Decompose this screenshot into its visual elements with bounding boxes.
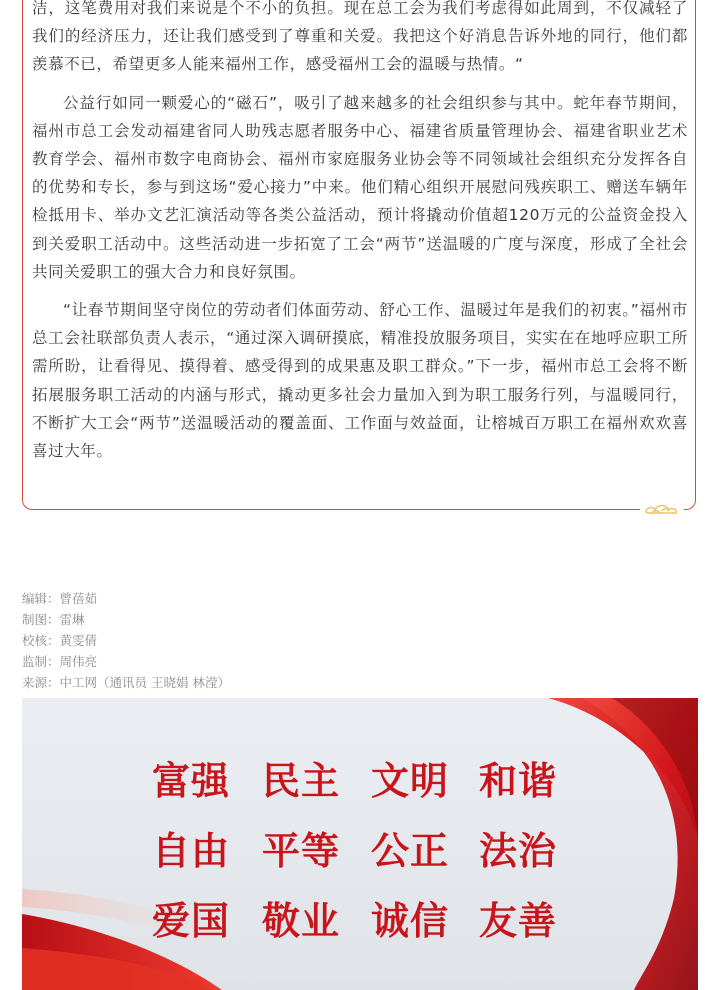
credit-source: 来源：中工网（通讯员 王晓娟 林滢） xyxy=(22,675,230,690)
credit-graphics: 制图：雷琳 xyxy=(22,612,85,627)
core-values-banner xyxy=(22,698,698,990)
value-youshan: 友善 xyxy=(479,898,558,943)
value-hexie: 和谐 xyxy=(479,758,558,803)
value-fazhi: 法治 xyxy=(479,828,558,873)
value-ziyou: 自由 xyxy=(152,828,231,873)
credit-proofreader: 校核：黄雯倩 xyxy=(22,633,98,648)
value-chengxin: 诚信 xyxy=(371,898,450,943)
value-fuqiang: 富强 xyxy=(152,758,231,803)
value-aiguo: 爱国 xyxy=(152,898,231,943)
value-pingdeng: 平等 xyxy=(262,828,341,873)
article-paragraph-1: 洁，这笔费用对我们来说是个不小的负担。现在总工会为我们考虑得如此周到，不仅减轻了我们的经济压力，还让我们感受到了尊重和关爱。我把这个好消息告诉外地的同行，他们都羡慕不已，希望更多人能来福州工作，感受福州工会的温暖与热情。“ xyxy=(32,0,688,74)
article-paragraph-3: “让春节期间坚守岗位的劳动者们体面劳动、舒心工作、温暖过年是我们的初衷。”福州市总工会社联部负责人表示，“通过深入调研摸底，精准投放服务项目，实实在在地呼应职工所需所盼，让看得见、摸得着、感受得到的成果惠及职工群众。”下一步，福州市总工会将不断拓展服务职工活动的内涵与形式，撬动更多社会力量加入到为职工服务行列，与温暖同行，不断扩大工会“两节”送温暖活动的覆盖面、工作面与效益面，让榕城百万职工在福州欢欢喜喜过大年。 xyxy=(32,301,688,461)
value-jingye: 敬业 xyxy=(262,898,341,943)
credit-editor: 编辑：曾蓓茹 xyxy=(22,591,98,606)
article-body xyxy=(32,0,688,475)
red-ribbon-graphic xyxy=(22,698,698,990)
article-paragraph-2: 公益行如同一颗爱心的“磁石”，吸引了越来越多的社会组织参与其中。蛇年春节期间，福州市总工会发动福建省同人助残志愿者服务中心、福建省质量管理协会、福建省职业艺术教育学会、福州市数字电商协会、福州市家庭服务业协会等不同领域社会组织充分发挥各自的优势和专长，参与到这场“爱心接力”中来。他们精心组织开展慰问残疾职工、赠送车辆年检抵用卡、举办文艺汇演活动等各类公益活动，预计将撬动价值超120万元的公益资金投入到关爱职工活动中。这些活动进一步拓宽了工会“两节”送温暖的广度与深度，形成了全社会共同关爱职工的强大合力和良好氛围。 xyxy=(32,93,688,281)
credits-block xyxy=(22,588,230,693)
credit-supervisor: 监制：周伟亮 xyxy=(22,654,98,669)
value-minzhu: 民主 xyxy=(262,758,341,803)
cloud-ornament-icon xyxy=(640,498,684,520)
value-gongzheng: 公正 xyxy=(371,828,450,873)
value-wenming: 文明 xyxy=(371,758,450,803)
